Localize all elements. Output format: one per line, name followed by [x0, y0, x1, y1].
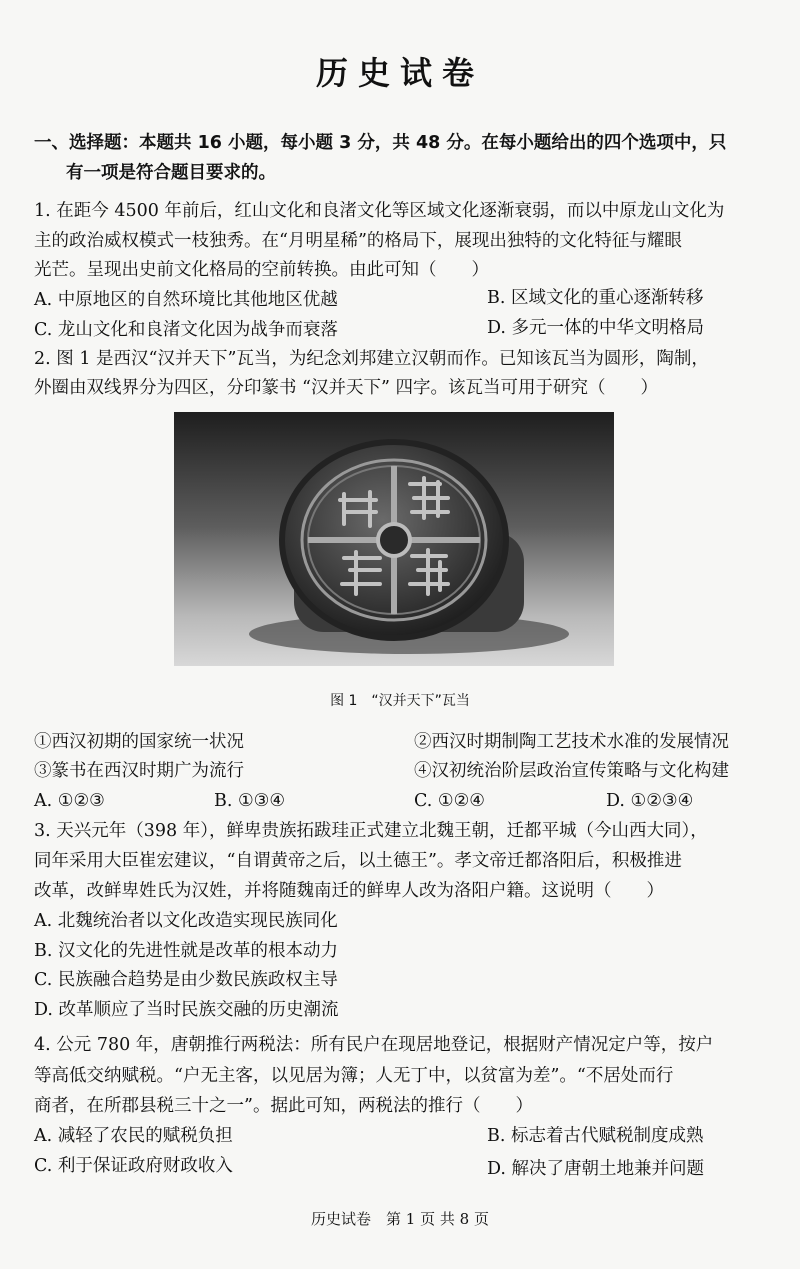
section-heading [34, 128, 769, 188]
page-title: 历史试卷 [315, 54, 484, 92]
wadang-photo [174, 412, 614, 666]
q3-option-b: B. 汉文化的先进性就是改革的根本动力 [34, 941, 338, 961]
q1-option-a: A. 中原地区的自然环境比其他地区优越 [34, 290, 338, 310]
q1-option-b: B. 区域文化的重心逐渐转移 [487, 288, 704, 308]
q3-stem-line-1: 3. 天兴元年（398 年），鲜卑贵族拓跋珪正式建立北魏王朝，迁都平城（今山西大同）， [34, 821, 708, 841]
q2-statement-1: ①西汉初期的国家统一状况 [34, 732, 244, 752]
section-heading-line-1: 一、选择题：本题共 16 小题，每小题 3 分，共 48 分。在每小题给出的四个选项中，只 [34, 133, 727, 153]
q2-stem-line-2: 外圈由双线界分为四区，分印篆书 “汉并天下” 四字。该瓦当可用于研究（ ） [34, 378, 659, 398]
q4-stem-line-1: 4. 公元 780 年，唐朝推行两税法：所有民户在现居地登记，根据财产情况定户等，按户 [34, 1035, 714, 1055]
wadang-roof-tile-image [174, 412, 614, 666]
q2-option-c: C. ①②④ [414, 791, 485, 811]
q2-option-a: A. ①②③ [34, 791, 105, 811]
q4-option-b: B. 标志着古代赋税制度成熟 [487, 1126, 704, 1146]
page-footer: 历史试卷 第 1 页 共 8 页 [311, 1210, 489, 1228]
q4-option-a: A. 减轻了农民的赋税负担 [34, 1126, 233, 1146]
q3-option-d: D. 改革顺应了当时民族交融的历史潮流 [34, 1000, 339, 1020]
q3-option-a: A. 北魏统治者以文化改造实现民族同化 [34, 911, 338, 931]
q3-option-c: C. 民族融合趋势是由少数民族政权主导 [34, 970, 338, 990]
q2-statement-3: ③篆书在西汉时期广为流行 [34, 761, 244, 781]
figure-caption: 图 1 “汉并天下”瓦当 [330, 693, 470, 709]
q1-stem-line-2: 主的政治威权模式一枝独秀。在“月明星稀”的格局下，展现出独特的文化特征与耀眼 [34, 231, 682, 251]
section-heading-line-2: 有一项是符合题目要求的。 [66, 163, 276, 183]
q2-stem-line-1: 2. 图 1 是西汉“汉并天下”瓦当，为纪念刘邦建立汉朝而作。已知该瓦当为圆形，陶制， [34, 349, 709, 369]
q1-option-c: C. 龙山文化和良渚文化因为战争而衰落 [34, 320, 338, 340]
q2-statement-4: ④汉初统治阶层政治宣传策略与文化构建 [414, 761, 729, 781]
q4-stem-line-2: 等高低交纳赋税。“户无主客，以见居为簿；人无丁中，以贫富为差”。“不居处而行 [34, 1066, 674, 1086]
q4-option-d: D. 解决了唐朝土地兼并问题 [487, 1159, 705, 1179]
q2-option-d: D. ①②③④ [606, 791, 694, 811]
q2-option-b: B. ①③④ [214, 791, 286, 811]
q3-stem-line-2: 同年采用大臣崔宏建议，“自谓黄帝之后，以土德王”。孝文帝迁都洛阳后，积极推进 [34, 851, 682, 871]
q4-option-c: C. 利于保证政府财政收入 [34, 1156, 233, 1176]
q3-stem-line-3: 改革，改鲜卑姓氏为汉姓，并将随魏南迁的鲜卑人改为洛阳户籍。这说明（ ） [34, 881, 664, 901]
q4-stem-line-3: 商者，在所郡县税三十之一”。据此可知，两税法的推行（ ） [34, 1096, 533, 1116]
q2-statement-2: ②西汉时期制陶工艺技术水准的发展情况 [414, 732, 729, 752]
q1-stem-line-1: 1. 在距今 4500 年前后，红山文化和良渚文化等区域文化逐渐衰弱，而以中原龙山文化为 [34, 201, 725, 221]
q1-option-d: D. 多元一体的中华文明格局 [487, 318, 705, 338]
q1-stem-line-3: 光芒。呈现出史前文化格局的空前转换。由此可知（ ） [34, 260, 489, 280]
